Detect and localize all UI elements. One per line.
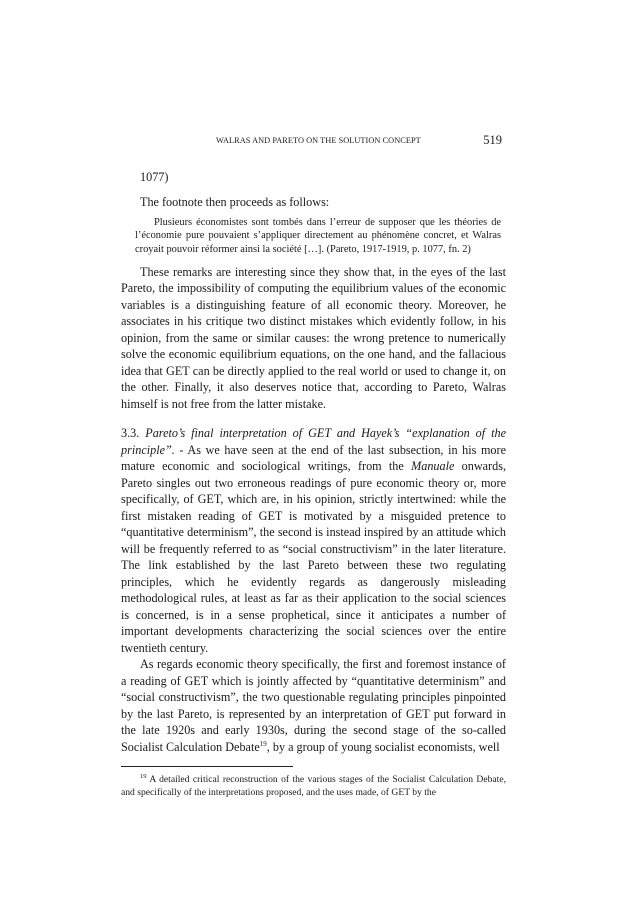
footnote-reference[interactable]: 19: [259, 739, 267, 748]
section-text-a: - As we have seen at the end of the last subsection, in his more mature economic and sociological writings, from the: [121, 442, 506, 474]
paragraph-remarks: These remarks are interesting since they show that, in the eyes of the last Pareto, the impossibility of computing the equilibrium values of the economic variables is a distinguishing feature of all economic theory. Moreover, he associates in his critique two distinct mistakes which evidently follow, in his opinion, from the same or similar causes: the wrong pretence to numerically solve the economic equilibrium equations, on the one hand, and the fallacious idea that GET can be directly applied to the real world or used to change it, on the other. Finally, it also deserves notice that, according to Pareto, Walras himself is not free from the latter mistake.: [121, 264, 506, 411]
paragraph-text-b: , by a group of young socialist economists, well: [266, 739, 500, 754]
paragraph-economic-theory: [121, 656, 506, 755]
footnote-text: A detailed critical reconstruction of the various stages of the Socialist Calculation Debate, and specifically of the interpretations proposed, and the uses made, of GET by the: [121, 774, 506, 799]
manuale-title: Manuale: [411, 459, 455, 474]
section-title: Pareto’s final interpretation of GET and Hayek’s “explanation of the principle”.: [121, 426, 507, 457]
section-3-3-paragraph: [121, 425, 506, 656]
page-header: [122, 133, 506, 149]
page-number: 519: [483, 133, 502, 147]
paragraph-text-a: As regards economic theory specifically, the first and foremost instance of a reading of GET which is jointly affected by “quantitative determinism” and “social constructivism”, the two questionable regulating principles pinpointed by the last Pareto, is represented by an interpretation of GET put forward in the late 1920s and early 1930s, during the second stage of the so-called Socialist Calculation Debate: [121, 657, 506, 754]
footnote-number: 19: [140, 773, 147, 781]
section-number: 3.3.: [121, 426, 140, 441]
footnote-divider: [121, 766, 293, 767]
footnote-19: [121, 773, 506, 799]
block-quote: Plusieurs économistes sont tombés dans l’erreur de supposer que les théories de l’économie pure pouvaient s’appliquer directement au phénomène concret, et Walras croyait pouvoir réformer ainsi la société […]. (Pareto, 1917-1919, p. 1077, fn. 2): [135, 217, 501, 255]
section-text-b: onwards, Pareto singles out two erroneous readings of pure economic theory or, more specifically, of GET, which are, in his opinion, strictly intertwined: while the first mistaken reading of GET is motivated by a misguided pretence to “quantitative determinism”, the second is instead inspired by an attitude which will be frequently referred to as “social constructivism” in the later literature. The link established by the last Pareto between these two regulating principles, which he evidently regards as dangerously misleading methodological rules, at least as far as their application to the social sciences is concerned, is in a sense prophetical, since it anticipates a number of important developments characterizing the social sciences over the entire twentieth century.: [121, 459, 507, 655]
main-text: [121, 169, 506, 799]
lead-sentence: The footnote then proceeds as follows:: [140, 194, 330, 209]
quote-continuation: 1077): [140, 170, 169, 184]
running-head: WALRAS AND PARETO ON THE SOLUTION CONCEPT: [216, 136, 421, 145]
